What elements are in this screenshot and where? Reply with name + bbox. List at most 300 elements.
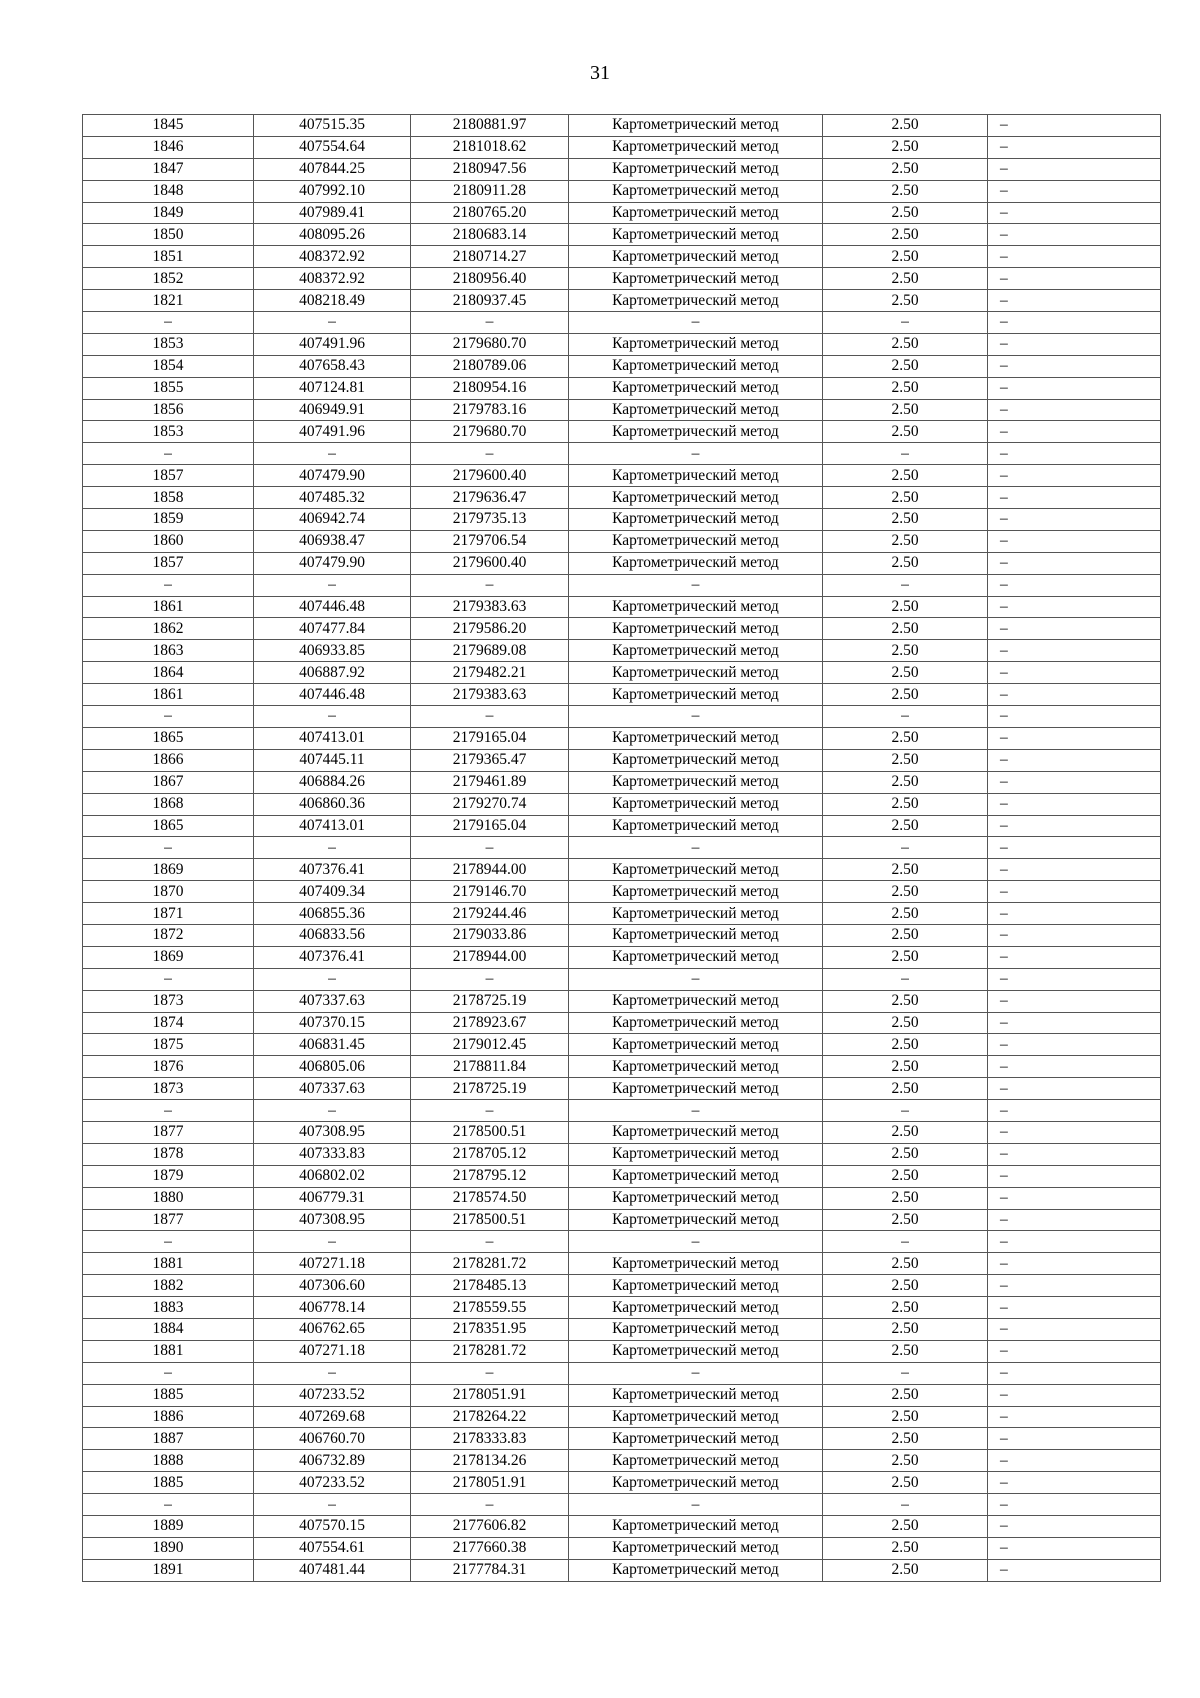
note-cell: –: [988, 706, 1161, 728]
x-coordinate-cell: –: [254, 1494, 411, 1516]
point-number-cell: 1846: [83, 136, 254, 158]
accuracy-cell: 2.50: [823, 859, 988, 881]
table-row: [83, 1209, 1161, 1231]
table-row: [83, 990, 1161, 1012]
accuracy-cell: –: [823, 1494, 988, 1516]
accuracy-cell: 2.50: [823, 246, 988, 268]
method-cell: Картометрический метод: [569, 946, 823, 968]
table-row: [83, 946, 1161, 968]
point-number-cell: 1821: [83, 290, 254, 312]
y-coordinate-cell: 2179689.08: [411, 640, 569, 662]
note-cell: –: [988, 1100, 1161, 1122]
accuracy-cell: –: [823, 837, 988, 859]
method-cell: Картометрический метод: [569, 1428, 823, 1450]
note-cell: –: [988, 509, 1161, 531]
note-cell: –: [988, 158, 1161, 180]
x-coordinate-cell: –: [254, 574, 411, 596]
note-cell: –: [988, 749, 1161, 771]
note-cell: –: [988, 377, 1161, 399]
x-coordinate-cell: –: [254, 1100, 411, 1122]
y-coordinate-cell: 2178725.19: [411, 1078, 569, 1100]
page-number: 31: [590, 62, 610, 84]
accuracy-cell: 2.50: [823, 1297, 988, 1319]
y-coordinate-cell: 2180789.06: [411, 355, 569, 377]
method-cell: –: [569, 1494, 823, 1516]
table-row: [83, 1537, 1161, 1559]
point-number-cell: 1864: [83, 662, 254, 684]
y-coordinate-cell: 2180947.56: [411, 158, 569, 180]
x-coordinate-cell: 407308.95: [254, 1121, 411, 1143]
x-coordinate-cell: –: [254, 443, 411, 465]
method-cell: Картометрический метод: [569, 158, 823, 180]
accuracy-cell: 2.50: [823, 1187, 988, 1209]
point-number-cell: 1872: [83, 924, 254, 946]
table-row: [83, 268, 1161, 290]
table-row: [83, 158, 1161, 180]
x-coordinate-cell: 407370.15: [254, 1012, 411, 1034]
table-row: [83, 924, 1161, 946]
y-coordinate-cell: 2179244.46: [411, 903, 569, 925]
note-cell: –: [988, 574, 1161, 596]
method-cell: Картометрический метод: [569, 1559, 823, 1581]
point-number-cell: –: [83, 312, 254, 334]
x-coordinate-cell: –: [254, 1231, 411, 1253]
x-coordinate-cell: 407233.52: [254, 1384, 411, 1406]
point-number-cell: –: [83, 837, 254, 859]
y-coordinate-cell: 2178051.91: [411, 1384, 569, 1406]
y-coordinate-cell: 2179636.47: [411, 487, 569, 509]
x-coordinate-cell: 408218.49: [254, 290, 411, 312]
table-row: [83, 618, 1161, 640]
note-cell: –: [988, 837, 1161, 859]
method-cell: Картометрический метод: [569, 530, 823, 552]
point-number-cell: 1861: [83, 684, 254, 706]
note-cell: –: [988, 771, 1161, 793]
y-coordinate-cell: 2179783.16: [411, 399, 569, 421]
method-cell: Картометрический метод: [569, 1056, 823, 1078]
table-row: [83, 136, 1161, 158]
note-cell: –: [988, 596, 1161, 618]
y-coordinate-cell: 2180937.45: [411, 290, 569, 312]
note-cell: –: [988, 202, 1161, 224]
method-cell: Картометрический метод: [569, 268, 823, 290]
x-coordinate-cell: 406802.02: [254, 1165, 411, 1187]
y-coordinate-cell: 2180714.27: [411, 246, 569, 268]
method-cell: Картометрический метод: [569, 684, 823, 706]
method-cell: Картометрический метод: [569, 815, 823, 837]
accuracy-cell: 2.50: [823, 333, 988, 355]
y-coordinate-cell: 2179586.20: [411, 618, 569, 640]
table-row: [83, 1494, 1161, 1516]
note-cell: –: [988, 268, 1161, 290]
x-coordinate-cell: 407337.63: [254, 1078, 411, 1100]
x-coordinate-cell: 406860.36: [254, 793, 411, 815]
point-number-cell: –: [83, 968, 254, 990]
point-number-cell: –: [83, 443, 254, 465]
method-cell: Картометрический метод: [569, 749, 823, 771]
table-row: [83, 1078, 1161, 1100]
table-row: [83, 749, 1161, 771]
method-cell: Картометрический метод: [569, 399, 823, 421]
method-cell: Картометрический метод: [569, 509, 823, 531]
accuracy-cell: 2.50: [823, 990, 988, 1012]
note-cell: –: [988, 1209, 1161, 1231]
table-row: [83, 115, 1161, 137]
point-number-cell: 1877: [83, 1209, 254, 1231]
table-row: [83, 552, 1161, 574]
x-coordinate-cell: 407481.44: [254, 1559, 411, 1581]
method-cell: Картометрический метод: [569, 1034, 823, 1056]
y-coordinate-cell: 2177784.31: [411, 1559, 569, 1581]
accuracy-cell: –: [823, 706, 988, 728]
y-coordinate-cell: 2179600.40: [411, 552, 569, 574]
point-number-cell: 1890: [83, 1537, 254, 1559]
method-cell: Картометрический метод: [569, 924, 823, 946]
accuracy-cell: 2.50: [823, 749, 988, 771]
note-cell: –: [988, 1143, 1161, 1165]
note-cell: –: [988, 1340, 1161, 1362]
method-cell: Картометрический метод: [569, 180, 823, 202]
point-number-cell: 1891: [83, 1559, 254, 1581]
accuracy-cell: 2.50: [823, 1384, 988, 1406]
method-cell: Картометрический метод: [569, 1253, 823, 1275]
accuracy-cell: 2.50: [823, 793, 988, 815]
method-cell: Картометрический метод: [569, 115, 823, 137]
note-cell: –: [988, 1472, 1161, 1494]
method-cell: Картометрический метод: [569, 224, 823, 246]
y-coordinate-cell: –: [411, 837, 569, 859]
method-cell: Картометрический метод: [569, 903, 823, 925]
x-coordinate-cell: 406805.06: [254, 1056, 411, 1078]
accuracy-cell: 2.50: [823, 465, 988, 487]
table-row: [83, 640, 1161, 662]
note-cell: –: [988, 399, 1161, 421]
y-coordinate-cell: 2179706.54: [411, 530, 569, 552]
accuracy-cell: 2.50: [823, 596, 988, 618]
note-cell: –: [988, 246, 1161, 268]
table-row: [83, 1450, 1161, 1472]
method-cell: Картометрический метод: [569, 421, 823, 443]
point-number-cell: 1881: [83, 1253, 254, 1275]
table-row: [83, 333, 1161, 355]
method-cell: Картометрический метод: [569, 487, 823, 509]
x-coordinate-cell: 406779.31: [254, 1187, 411, 1209]
accuracy-cell: 2.50: [823, 552, 988, 574]
method-cell: Картометрический метод: [569, 1275, 823, 1297]
point-number-cell: 1849: [83, 202, 254, 224]
table-row: [83, 224, 1161, 246]
y-coordinate-cell: 2179365.47: [411, 749, 569, 771]
x-coordinate-cell: 407477.84: [254, 618, 411, 640]
table-row: [83, 312, 1161, 334]
x-coordinate-cell: 407409.34: [254, 881, 411, 903]
point-number-cell: 1873: [83, 1078, 254, 1100]
point-number-cell: 1869: [83, 859, 254, 881]
accuracy-cell: 2.50: [823, 180, 988, 202]
note-cell: –: [988, 924, 1161, 946]
point-number-cell: 1880: [83, 1187, 254, 1209]
note-cell: –: [988, 1078, 1161, 1100]
method-cell: Картометрический метод: [569, 290, 823, 312]
x-coordinate-cell: 407376.41: [254, 946, 411, 968]
point-number-cell: 1866: [83, 749, 254, 771]
note-cell: –: [988, 530, 1161, 552]
y-coordinate-cell: 2180911.28: [411, 180, 569, 202]
table-row: [83, 1559, 1161, 1581]
table-row: [83, 530, 1161, 552]
y-coordinate-cell: 2179012.45: [411, 1034, 569, 1056]
accuracy-cell: 2.50: [823, 290, 988, 312]
method-cell: Картометрический метод: [569, 1340, 823, 1362]
x-coordinate-cell: –: [254, 706, 411, 728]
x-coordinate-cell: 407554.64: [254, 136, 411, 158]
y-coordinate-cell: 2179383.63: [411, 684, 569, 706]
note-cell: –: [988, 1034, 1161, 1056]
x-coordinate-cell: 406831.45: [254, 1034, 411, 1056]
y-coordinate-cell: 2179482.21: [411, 662, 569, 684]
point-number-cell: 1851: [83, 246, 254, 268]
x-coordinate-cell: 407233.52: [254, 1472, 411, 1494]
table-row: [83, 180, 1161, 202]
note-cell: –: [988, 859, 1161, 881]
x-coordinate-cell: 408372.92: [254, 246, 411, 268]
method-cell: Картометрический метод: [569, 1165, 823, 1187]
point-number-cell: 1889: [83, 1516, 254, 1538]
table-row: [83, 684, 1161, 706]
accuracy-cell: 2.50: [823, 1034, 988, 1056]
x-coordinate-cell: 407337.63: [254, 990, 411, 1012]
note-cell: –: [988, 793, 1161, 815]
note-cell: –: [988, 443, 1161, 465]
point-number-cell: 1865: [83, 727, 254, 749]
x-coordinate-cell: 407308.95: [254, 1209, 411, 1231]
accuracy-cell: 2.50: [823, 1121, 988, 1143]
x-coordinate-cell: 407306.60: [254, 1275, 411, 1297]
point-number-cell: 1878: [83, 1143, 254, 1165]
accuracy-cell: 2.50: [823, 1516, 988, 1538]
x-coordinate-cell: 407989.41: [254, 202, 411, 224]
accuracy-cell: 2.50: [823, 1559, 988, 1581]
x-coordinate-cell: 406938.47: [254, 530, 411, 552]
accuracy-cell: 2.50: [823, 771, 988, 793]
y-coordinate-cell: 2178281.72: [411, 1340, 569, 1362]
x-coordinate-cell: 407446.48: [254, 684, 411, 706]
accuracy-cell: –: [823, 312, 988, 334]
x-coordinate-cell: 407413.01: [254, 815, 411, 837]
table-row: [83, 1187, 1161, 1209]
x-coordinate-cell: 407376.41: [254, 859, 411, 881]
note-cell: –: [988, 115, 1161, 137]
note-cell: –: [988, 355, 1161, 377]
x-coordinate-cell: 406887.92: [254, 662, 411, 684]
note-cell: –: [988, 1362, 1161, 1384]
point-number-cell: 1869: [83, 946, 254, 968]
method-cell: Картометрический метод: [569, 1384, 823, 1406]
table-row: [83, 793, 1161, 815]
note-cell: –: [988, 136, 1161, 158]
method-cell: Картометрический метод: [569, 859, 823, 881]
x-coordinate-cell: 407445.11: [254, 749, 411, 771]
table-row: [83, 1034, 1161, 1056]
x-coordinate-cell: 407992.10: [254, 180, 411, 202]
point-number-cell: –: [83, 1494, 254, 1516]
method-cell: –: [569, 574, 823, 596]
method-cell: Картометрический метод: [569, 1450, 823, 1472]
method-cell: Картометрический метод: [569, 1406, 823, 1428]
note-cell: –: [988, 662, 1161, 684]
note-cell: –: [988, 333, 1161, 355]
note-cell: –: [988, 1121, 1161, 1143]
method-cell: Картометрический метод: [569, 355, 823, 377]
note-cell: –: [988, 312, 1161, 334]
method-cell: –: [569, 312, 823, 334]
point-number-cell: 1847: [83, 158, 254, 180]
accuracy-cell: 2.50: [823, 924, 988, 946]
table-row: [83, 1428, 1161, 1450]
x-coordinate-cell: 407271.18: [254, 1340, 411, 1362]
point-number-cell: 1860: [83, 530, 254, 552]
method-cell: Картометрический метод: [569, 793, 823, 815]
point-number-cell: 1856: [83, 399, 254, 421]
table-row: [83, 443, 1161, 465]
method-cell: Картометрический метод: [569, 1078, 823, 1100]
table-row: [83, 465, 1161, 487]
y-coordinate-cell: 2178725.19: [411, 990, 569, 1012]
table-row: [83, 1472, 1161, 1494]
table-row: [83, 1340, 1161, 1362]
y-coordinate-cell: 2178281.72: [411, 1253, 569, 1275]
point-number-cell: 1854: [83, 355, 254, 377]
table-row: [83, 1231, 1161, 1253]
note-cell: –: [988, 815, 1161, 837]
note-cell: –: [988, 881, 1161, 903]
accuracy-cell: –: [823, 574, 988, 596]
note-cell: –: [988, 465, 1161, 487]
note-cell: –: [988, 180, 1161, 202]
point-number-cell: 1848: [83, 180, 254, 202]
point-number-cell: 1879: [83, 1165, 254, 1187]
x-coordinate-cell: 407269.68: [254, 1406, 411, 1428]
x-coordinate-cell: 407479.90: [254, 465, 411, 487]
x-coordinate-cell: 407485.32: [254, 487, 411, 509]
y-coordinate-cell: 2179680.70: [411, 421, 569, 443]
note-cell: –: [988, 618, 1161, 640]
method-cell: Картометрический метод: [569, 1121, 823, 1143]
y-coordinate-cell: 2181018.62: [411, 136, 569, 158]
y-coordinate-cell: –: [411, 1362, 569, 1384]
x-coordinate-cell: 407570.15: [254, 1516, 411, 1538]
x-coordinate-cell: 406778.14: [254, 1297, 411, 1319]
accuracy-cell: –: [823, 968, 988, 990]
accuracy-cell: 2.50: [823, 1406, 988, 1428]
y-coordinate-cell: 2180765.20: [411, 202, 569, 224]
accuracy-cell: 2.50: [823, 1428, 988, 1450]
x-coordinate-cell: 406933.85: [254, 640, 411, 662]
method-cell: Картометрический метод: [569, 990, 823, 1012]
x-coordinate-cell: 407491.96: [254, 421, 411, 443]
accuracy-cell: 2.50: [823, 1165, 988, 1187]
method-cell: Картометрический метод: [569, 1516, 823, 1538]
x-coordinate-cell: 407515.35: [254, 115, 411, 137]
point-number-cell: 1870: [83, 881, 254, 903]
note-cell: –: [988, 1559, 1161, 1581]
accuracy-cell: 2.50: [823, 1472, 988, 1494]
accuracy-cell: 2.50: [823, 903, 988, 925]
method-cell: Картометрический метод: [569, 640, 823, 662]
table-row: [83, 815, 1161, 837]
point-number-cell: –: [83, 1362, 254, 1384]
table-row: [83, 837, 1161, 859]
table-row: [83, 968, 1161, 990]
table-row: [83, 859, 1161, 881]
x-coordinate-cell: 406884.26: [254, 771, 411, 793]
note-cell: –: [988, 552, 1161, 574]
y-coordinate-cell: 2178944.00: [411, 859, 569, 881]
y-coordinate-cell: 2179270.74: [411, 793, 569, 815]
table-row: [83, 662, 1161, 684]
accuracy-cell: 2.50: [823, 202, 988, 224]
note-cell: –: [988, 290, 1161, 312]
accuracy-cell: 2.50: [823, 1537, 988, 1559]
accuracy-cell: 2.50: [823, 946, 988, 968]
method-cell: –: [569, 443, 823, 465]
accuracy-cell: –: [823, 1100, 988, 1122]
accuracy-cell: 2.50: [823, 1318, 988, 1340]
method-cell: Картометрический метод: [569, 1318, 823, 1340]
y-coordinate-cell: 2179165.04: [411, 727, 569, 749]
point-number-cell: 1863: [83, 640, 254, 662]
accuracy-cell: 2.50: [823, 684, 988, 706]
accuracy-cell: 2.50: [823, 727, 988, 749]
point-number-cell: 1855: [83, 377, 254, 399]
point-number-cell: 1861: [83, 596, 254, 618]
table-row: [83, 290, 1161, 312]
point-number-cell: 1875: [83, 1034, 254, 1056]
table-row: [83, 509, 1161, 531]
method-cell: –: [569, 1100, 823, 1122]
x-coordinate-cell: 407271.18: [254, 1253, 411, 1275]
accuracy-cell: –: [823, 1362, 988, 1384]
note-cell: –: [988, 968, 1161, 990]
y-coordinate-cell: 2177606.82: [411, 1516, 569, 1538]
method-cell: –: [569, 1231, 823, 1253]
y-coordinate-cell: –: [411, 1231, 569, 1253]
accuracy-cell: 2.50: [823, 1078, 988, 1100]
y-coordinate-cell: 2178795.12: [411, 1165, 569, 1187]
point-number-cell: 1877: [83, 1121, 254, 1143]
table-row: [83, 1275, 1161, 1297]
point-number-cell: 1886: [83, 1406, 254, 1428]
point-number-cell: –: [83, 706, 254, 728]
method-cell: Картометрический метод: [569, 1012, 823, 1034]
x-coordinate-cell: 407479.90: [254, 552, 411, 574]
x-coordinate-cell: 407333.83: [254, 1143, 411, 1165]
table-row: [83, 1143, 1161, 1165]
accuracy-cell: 2.50: [823, 224, 988, 246]
point-number-cell: 1885: [83, 1384, 254, 1406]
y-coordinate-cell: 2179146.70: [411, 881, 569, 903]
note-cell: –: [988, 640, 1161, 662]
y-coordinate-cell: 2178705.12: [411, 1143, 569, 1165]
table-row: [83, 727, 1161, 749]
point-number-cell: 1881: [83, 1340, 254, 1362]
y-coordinate-cell: –: [411, 1100, 569, 1122]
accuracy-cell: 2.50: [823, 1056, 988, 1078]
table-row: [83, 706, 1161, 728]
point-number-cell: 1867: [83, 771, 254, 793]
method-cell: Картометрический метод: [569, 596, 823, 618]
point-number-cell: 1862: [83, 618, 254, 640]
